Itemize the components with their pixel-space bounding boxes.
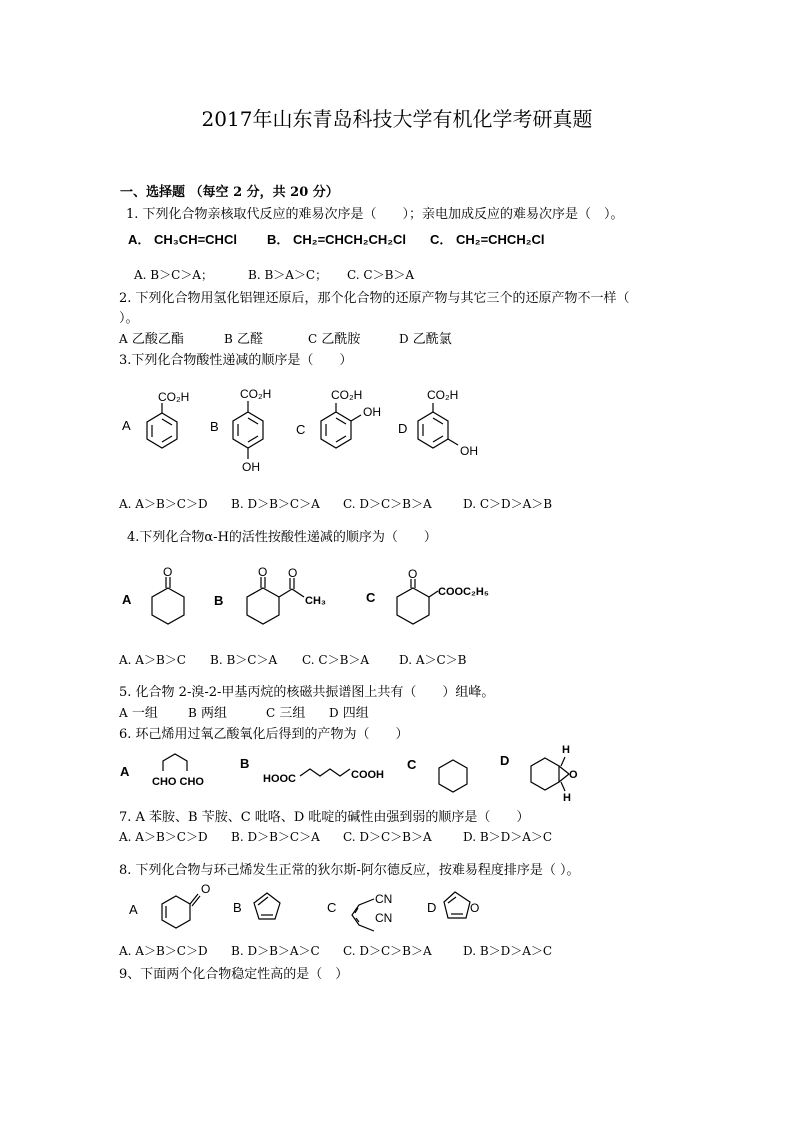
q5-option-d-letter: D: [329, 706, 339, 720]
q8-c-cn2: CN: [375, 911, 393, 925]
q1-compound-b-formula: CH₂=CHCH₂CH₂Cl: [293, 232, 407, 247]
cyclopentadiene-icon: [254, 893, 280, 919]
q3-a-cooh: CO₂H: [158, 390, 190, 404]
q5-option-b-text: 两组: [200, 706, 227, 721]
q6-d-o: O: [569, 769, 578, 781]
q5-option-d-text: 四组: [342, 706, 369, 721]
cyclohexenone-icon: [162, 894, 200, 928]
section-heading-note: （每空 2 分，共 20 分）: [189, 185, 339, 200]
q1-option-b: B. B＞A＞C；: [248, 268, 328, 282]
q6-label-d: D: [500, 753, 510, 768]
q4-a-o: O: [163, 565, 173, 579]
q1-compound-c-formula: CH₂=CHCH₂Cl: [456, 232, 545, 247]
q1-option-a: A. B＞C＞A；: [134, 268, 213, 282]
q3-stem: 3.下列化合物酸性递减的顺序是（ ）: [119, 353, 353, 368]
q3-label-a: A: [122, 418, 131, 433]
furan-icon: [444, 892, 470, 918]
q3-label-b: B: [210, 419, 219, 434]
q6-label-b: B: [240, 756, 250, 771]
q8-option-a: A. A＞B＞C＞D: [119, 944, 208, 958]
q2-option-d-text: 乙酰氯: [412, 332, 452, 347]
q8-option-b: B. D＞B＞A＞C: [231, 944, 320, 958]
q4-b-ch3: CH₃: [305, 595, 326, 607]
q1-option-c: C. C＞B＞A: [347, 268, 415, 282]
q2-option-a-letter: A: [119, 332, 128, 346]
q5-option-c-text: 三组: [279, 706, 306, 721]
q6-label-a: A: [120, 764, 130, 779]
q9-stem: 9、下面两个化合物稳定性高的是（ ）: [119, 967, 349, 982]
q3-option-c: C. D＞C＞B＞A: [343, 497, 432, 511]
q3-b-oh: OH: [242, 460, 260, 474]
q3-option-d: D. C＞D＞A＞B: [463, 497, 553, 511]
q8-option-c: C. D＞C＞B＞A: [343, 944, 432, 958]
q3-d-oh: OH: [460, 444, 478, 458]
q5-stem: 5. 化合物 2-溴-2-甲基丙烷的核磁共振谱图上共有（ ）组峰。: [119, 685, 495, 700]
q7-option-b: B. D＞B＞C＞A: [231, 830, 320, 844]
q2-option-a-text: 乙酸乙酯: [131, 332, 184, 347]
q4-option-c: C. C＞B＞A: [302, 653, 370, 667]
q1-compound-a-letter: A．: [128, 232, 151, 247]
q3-d-cooh: CO₂H: [427, 388, 459, 402]
q7-option-d: D. B＞D＞A＞C: [463, 830, 553, 844]
page-title: 2017年山东青岛科技大学有机化学考研真题: [201, 107, 593, 131]
q6-b-hooc: HOOC: [263, 773, 296, 785]
dinitrile-icon: [352, 899, 374, 931]
q6-d-h1: H: [562, 744, 570, 756]
q4-option-a: A. A＞B＞C: [119, 653, 186, 667]
q8-stem: 8. 下列化合物与环己烯发生正常的狄尔斯-阿尔德反应，按难易程度排序是（ ）。: [119, 863, 580, 878]
q4-c-o: O: [408, 567, 418, 581]
q8-label-d: D: [427, 900, 437, 915]
q7-option-c: C. D＞C＞B＞A: [343, 830, 432, 844]
q2-stem-cont: ）。: [119, 311, 139, 326]
q2-option-c-letter: C: [308, 332, 318, 346]
q5-option-a-letter: A: [119, 706, 128, 720]
q8-option-d: D. B＞D＞A＞C: [463, 944, 553, 958]
q5-option-b-letter: B: [188, 706, 197, 720]
q6-a-text: CHO CHO: [152, 776, 204, 788]
q3-label-c: C: [296, 422, 306, 437]
q4-b-o2: O: [288, 566, 298, 580]
q8-label-c: C: [327, 900, 337, 915]
q8-c-cn1: CN: [375, 892, 393, 906]
q6-label-c: C: [407, 757, 417, 772]
q4-option-b: B. B＞C＞A: [210, 653, 278, 667]
q1-compound-a-formula: CH₃CH=CHCl: [154, 232, 237, 247]
q3-label-d: D: [398, 421, 408, 436]
q5-option-c-letter: C: [266, 706, 276, 720]
q4-b-o1: O: [258, 565, 268, 579]
q6-b-cooh: COOH: [351, 769, 384, 781]
q8-label-b: B: [233, 900, 242, 915]
q2-option-c-text: 乙酰胺: [321, 332, 361, 347]
q4-option-d: D. A＞C＞B: [399, 653, 467, 667]
q7-option-a: A. A＞B＞C＞D: [119, 830, 208, 844]
q4-stem: 4.下列化合物α-H的活性按酸性递减的顺序为（ ）: [127, 530, 437, 545]
q8-d-o: O: [470, 901, 480, 915]
q3-option-a: A. A＞B＞C＞D: [119, 497, 208, 511]
q3-c-oh: OH: [363, 405, 381, 419]
q2-option-b-text: 乙醛: [236, 332, 263, 347]
q4-c-ester: COOC₂H₅: [438, 586, 489, 598]
q4-label-c: C: [366, 590, 376, 605]
q3-b-cooh: CO₂H: [240, 387, 272, 401]
q1-compound-c-letter: C．: [430, 232, 453, 247]
q3-option-b: B. D＞B＞C＞A: [231, 497, 320, 511]
q8-label-a: A: [129, 902, 138, 917]
q2-stem: 2. 下列化合物用氢化铝锂还原后，那个化合物的还原产物与其它三个的还原产物不一样（: [119, 291, 630, 306]
q1-compound-b-letter: B．: [267, 232, 290, 247]
q4-label-b: B: [214, 593, 224, 608]
section-heading-label: 一、选择题: [120, 185, 186, 200]
q2-option-b-letter: B: [224, 332, 233, 346]
q5-option-a-text: 一组: [131, 706, 158, 721]
q8-a-o: O: [201, 882, 211, 896]
q1-stem: 1. 下列化合物亲核取代反应的难易次序是（ ）；亲电加成反应的难易次序是（ ）。: [126, 207, 624, 222]
q6-d-h2: H: [563, 792, 571, 804]
q3-c-cooh: CO₂H: [331, 388, 363, 402]
q7-stem: 7. A 苯胺、B 苄胺、C 吡咯、D 吡啶的碱性由强到弱的顺序是（ ）: [119, 810, 530, 825]
q2-option-d-letter: D: [399, 332, 409, 346]
q6-stem: 6. 环己烯用过氧乙酸氧化后得到的产物为（ ）: [119, 727, 409, 742]
q4-label-a: A: [122, 592, 132, 607]
